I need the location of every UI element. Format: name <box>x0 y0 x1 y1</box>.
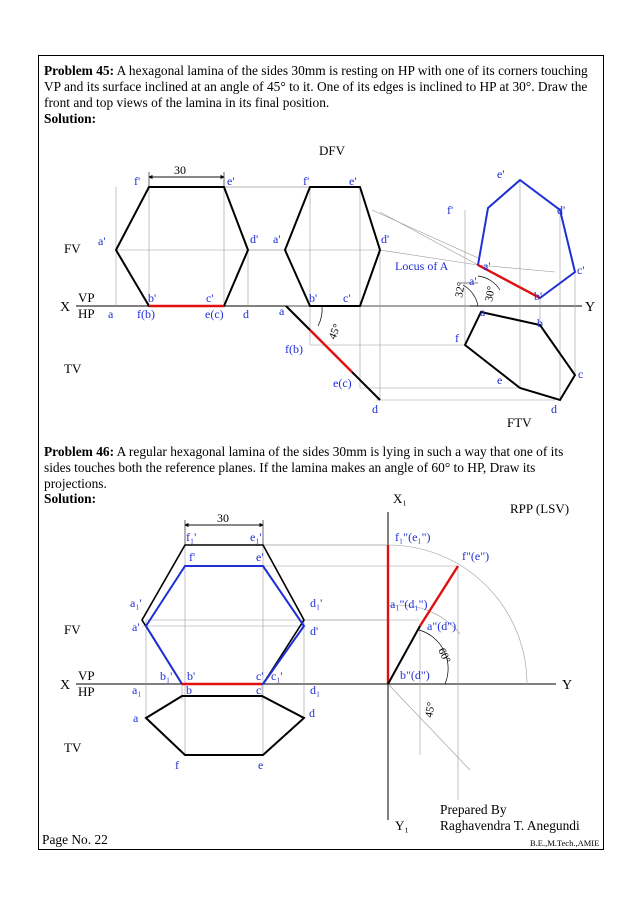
locus-of-a-label: Locus of A <box>395 259 449 273</box>
a-tv: a <box>133 711 139 725</box>
v3-e-prime: e' <box>497 167 505 181</box>
v2-d-prime: d' <box>381 232 390 246</box>
angle-45-label-46: 45° <box>423 701 438 719</box>
v3-b: b <box>537 316 543 330</box>
v3-d-prime: d' <box>557 203 566 217</box>
v3-b-prime: b' <box>534 289 543 303</box>
hp-label-46: HP <box>78 684 95 699</box>
f-tv: f <box>175 758 179 772</box>
v3-c: c <box>578 367 584 381</box>
sv-bd: b"(d") <box>400 668 430 682</box>
d-tv: d <box>309 706 315 720</box>
a-prime: a' <box>132 620 140 634</box>
v1-f-prime: f' <box>134 174 141 188</box>
y-label-46: Y <box>562 678 573 693</box>
v3-a1-prime: a' <box>469 274 477 288</box>
hp-label-45: HP <box>78 306 95 321</box>
c1-prime: c₁' <box>271 669 283 683</box>
v2-e-prime: e' <box>349 174 357 188</box>
page-number: Page No. 22 <box>42 832 108 847</box>
angle-45-label: 45° <box>326 322 344 342</box>
v3-f: f <box>455 331 459 345</box>
fv-label-46: FV <box>64 622 81 637</box>
v1-fb: f(b) <box>137 307 155 321</box>
b-tv: b <box>186 683 192 697</box>
problem-46-text: A regular hexagonal lamina of the sides 30mm is lying in such a way that one of its sides touches both the reference planes. If the lamina makes an angle of 60° to HP, Draw its projections. <box>44 444 564 491</box>
v2-c-prime: c' <box>343 291 351 305</box>
fv-final-hexagon-blue <box>146 566 304 684</box>
fv1-hexagon <box>116 187 248 306</box>
e-prime: e' <box>256 550 264 564</box>
b1-prime: b₁' <box>160 669 173 683</box>
x-label-46: X <box>60 678 71 693</box>
y-label-45: Y <box>585 300 596 315</box>
tv-label-45: TV <box>64 361 82 376</box>
d-prime: d' <box>310 624 319 638</box>
tv2-line-cd <box>352 372 380 400</box>
v3-a: a <box>480 305 486 319</box>
fv-label-45: FV <box>64 241 81 256</box>
problem-46-title: Problem 46: <box>44 444 115 459</box>
v1-a: a <box>108 307 114 321</box>
problem-46-solution-label: Solution: <box>44 491 97 506</box>
v2-d: d <box>372 402 378 416</box>
vp-label-45: VP <box>78 290 95 305</box>
x-label-45: X <box>60 300 71 315</box>
v2-ec: e(c) <box>333 376 352 390</box>
a1-tv: a₁ <box>132 683 142 697</box>
v1-a-prime: a' <box>98 234 106 248</box>
f1-prime: f₁' <box>186 530 197 544</box>
vp-label-46: VP <box>78 668 95 683</box>
problem-45-text: A hexagonal lamina of the sides 30mm is resting on HP with one of its corners touching VP and its surface inclined at an angle of 45° to it. One of its edges is inclined to HP at 30°. Draw the front and top views of the lamina in its final position. <box>44 63 588 110</box>
c-tv: c <box>256 683 262 697</box>
v2-a-prime: a' <box>273 232 281 246</box>
dim-30-label-45: 30 <box>174 163 186 177</box>
a1-prime: a₁' <box>130 596 142 610</box>
dfv-label: DFV <box>319 143 346 158</box>
v3-c-prime: c' <box>577 263 585 277</box>
dim-30-label-46: 30 <box>217 511 229 525</box>
sv-inclined-red <box>420 566 458 626</box>
v3-e: e <box>497 373 503 387</box>
sv-ad: a"(d") <box>427 619 457 633</box>
v3-d: d <box>551 402 557 416</box>
author-degrees: B.E.,M.Tech.,AMIE <box>530 838 600 848</box>
rpp-label: RPP (LSV) <box>510 501 570 516</box>
angle-30-label: 30° <box>483 285 498 303</box>
v1-d-prime: d' <box>250 232 259 246</box>
prepared-by: Prepared By <box>440 802 507 817</box>
v3-a-prime: a' <box>483 259 491 273</box>
sv-fe: f"(e") <box>462 549 490 563</box>
sv-a1d1: a₁"(d₁") <box>390 597 428 611</box>
fv2-hexagon <box>285 187 380 306</box>
v1-d: d <box>243 307 249 321</box>
tv2-line-af <box>286 306 310 330</box>
ftv-label: FTV <box>507 415 532 430</box>
tv-label-46: TV <box>64 740 82 755</box>
x1-label: X₁ <box>393 491 407 506</box>
author-name: Raghavendra T. Anegundi <box>440 818 580 833</box>
v1-ec: e(c) <box>205 307 224 321</box>
e-tv: e <box>258 758 264 772</box>
v1-e-prime: e' <box>227 174 235 188</box>
v2-fb: f(b) <box>285 342 303 356</box>
v1-b-prime: b' <box>148 291 157 305</box>
fv3-hexagon-blue <box>478 180 575 298</box>
d1-prime: d₁' <box>310 596 323 610</box>
angle-32-label: 32° <box>453 281 468 299</box>
angle-arc-45 <box>318 306 322 326</box>
v2-f-prime: f' <box>303 174 310 188</box>
e1-prime: e₁' <box>250 530 262 544</box>
v1-c-prime: c' <box>206 291 214 305</box>
d1-tv: d₁ <box>310 683 321 697</box>
v3-f-prime: f' <box>447 203 454 217</box>
f-prime: f' <box>189 550 196 564</box>
b-prime: b' <box>187 669 196 683</box>
y1-label: Y₁ <box>395 818 409 833</box>
problem-45-title: Problem 45: <box>44 63 115 78</box>
v2-a: a <box>279 304 285 318</box>
problem-45-solution-label: Solution: <box>44 111 97 126</box>
tv-hexagon-46 <box>146 696 304 755</box>
c-prime: c' <box>256 669 264 683</box>
v2-b-prime: b' <box>309 291 318 305</box>
angle-60-label: 60° <box>435 646 453 666</box>
sv-f1e1: f₁"(e₁") <box>395 530 431 544</box>
